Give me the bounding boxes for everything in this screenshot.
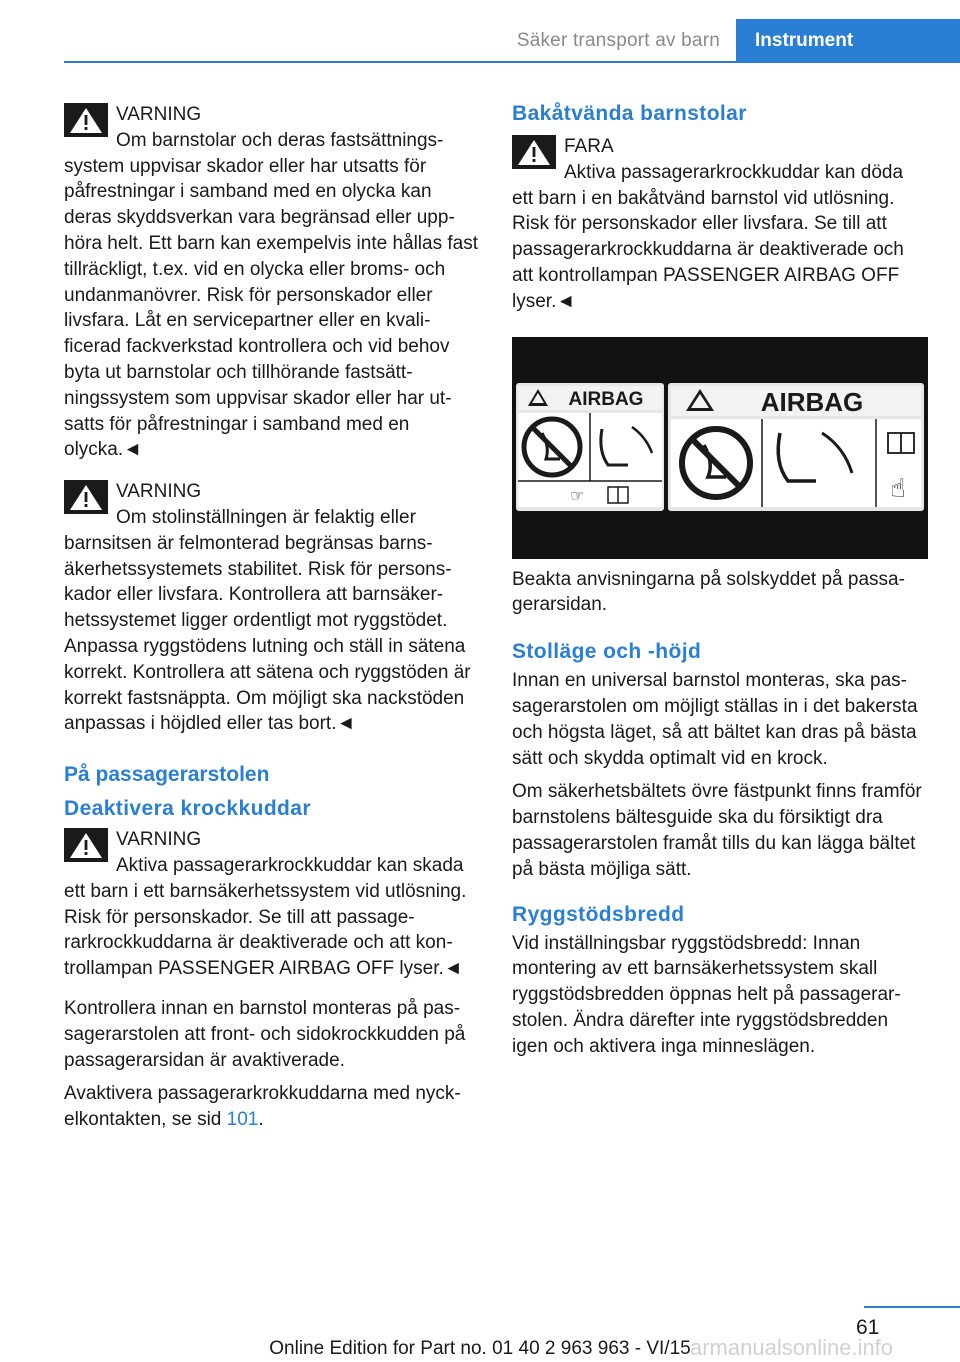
subsection-heading: Deaktivera krockkuddar [64, 797, 311, 821]
warning-block [64, 100, 480, 463]
section-heading: På passagerarstolen [64, 763, 270, 787]
warning-text: Aktiva passagerarkrockkuddar kan döda ett barn i en bakåtvänd barnstol vid utlösning. Risk för personskador eller livsfara. Se till att passagerarkrockkuddarna är deaktiverade och att kontrollampan PASSENGER AIRBAG OFF lyser.◄ [512, 161, 904, 312]
watermark: armanualsonline.info [690, 1335, 894, 1360]
body-paragraph: Kontrollera innan en barnstol monteras på passagerarstolen att front- och sidokrockkudden på passagerarsidan är avaktiverade. [64, 997, 466, 1071]
page-reference-link[interactable]: 101 [226, 1109, 259, 1131]
page-number: 61 [856, 1316, 880, 1339]
body-text: . [258, 1109, 264, 1131]
edition-footer: Online Edition for Part no. 01 40 2 963 963 - VI/15 [269, 1338, 691, 1359]
image-caption: Beakta anvisningarna på solskyddet på passagerarsidan. [512, 568, 905, 616]
warning-block [512, 132, 928, 315]
warning-text: Om barnstolar och deras fastsättningssystem uppvisar skador eller har utsatts för påfrestningar i samband med en olycka kan deras skyddsverkan vara begränsad eller upphöra helt. Ett barn kan exempelvis inte hållas fast tillräckligt, t.ex. vid en olycka eller broms- och undanmanövrer. Risk för personskador eller livsfara. Låt en servicepartner eller en kvalificerad fackverkstad kontrollera och vid behov byta ut barnstolar och tillhörande fastsättningssystem som uppvisar skador eller har utsatts för påfrestningar i samband med en olycka.◄ [64, 129, 479, 461]
body-paragraph [64, 1081, 480, 1133]
header-chapter-tab[interactable]: Instrument [736, 19, 960, 63]
subsection-heading: Stolläge och -höjd [512, 640, 702, 664]
body-paragraph: Vid inställningsbar ryggstödsbredd: Innan montering av ett barnsäkerhetssystem skall ryggstödsbredden öppnas helt på passagerarstolen. Ändra därefter inte ryggstödsbredden igen och aktivera inga minneslägen. [512, 932, 901, 1057]
footer-rule [864, 1306, 960, 1308]
warning-icon [64, 480, 108, 514]
svg-text:☞: ☞ [570, 485, 585, 505]
left-column [64, 100, 480, 1141]
svg-text:☝: ☝ [890, 473, 906, 504]
warning-icon [64, 828, 108, 862]
airbag-large-label: AIRBAG [760, 386, 864, 417]
warning-text: Aktiva passagerarkrockkuddar kan skada ett barn i ett barnsäkerhetssystem vid utlösning. Risk för personskador. Se till att passagerarkrockkuddarna är deaktiverade och att kontrollampan PASSENGER AIRBAG OFF lyser.◄ [64, 854, 467, 980]
warning-title: VARNING [116, 481, 202, 503]
warning-icon [64, 103, 108, 137]
page-header [0, 0, 960, 64]
warning-title: VARNING [116, 104, 202, 125]
airbag-label-illustration [512, 337, 928, 559]
body-text: Avaktivera passagerarkrokkuddarna med nyckelkontakten, se sid [64, 1083, 461, 1131]
warning-title: VARNING [116, 829, 202, 851]
header-section-title[interactable]: Säker transport av barn [516, 30, 720, 51]
airbag-small-label: AIRBAG [568, 388, 644, 410]
body-paragraph: Innan en universal barnstol monteras, ska passagerarstolen om möjligt ställas in i det bakersta och högsta läget, så att bältet kan dras på bästa sätt och skydda optimalt vid en krock. [512, 670, 918, 769]
airbag-label-image [512, 337, 928, 559]
body-paragraph: Om säkerhetsbältets övre fästpunkt finns framför barnstolens bältesguide ska du försiktigt dra passagerarstolen framåt tills du kan lägga bältet på bästa möjliga sätt. [512, 781, 922, 880]
warning-title: FARA [564, 136, 614, 157]
subsection-heading: Bakåtvända barnstolar [512, 102, 747, 125]
header-rule [64, 61, 960, 63]
subsection-heading: Ryggstödsbredd [512, 902, 685, 926]
warning-block [64, 825, 480, 982]
warning-icon [512, 135, 556, 169]
warning-text: Om stolinställningen är felaktig eller barnsitsen är felmonterad begränsas barnsäkerhetssystemets stabilitet. Risk för personskador eller livsfara. Kontrollera att barnsäkerhetssystemet ligger ordentligt mot ryggstödet. Anpassa ryggstödens lutning och ställ in sätena korrekt. Kontrollera att sätena och ryggstöden är korrekt fastsnäppta. Om möjligt ska nackstöden anpassas i höjdled eller tas bort.◄ [64, 506, 471, 735]
right-column [512, 100, 928, 1068]
warning-block [64, 477, 480, 737]
